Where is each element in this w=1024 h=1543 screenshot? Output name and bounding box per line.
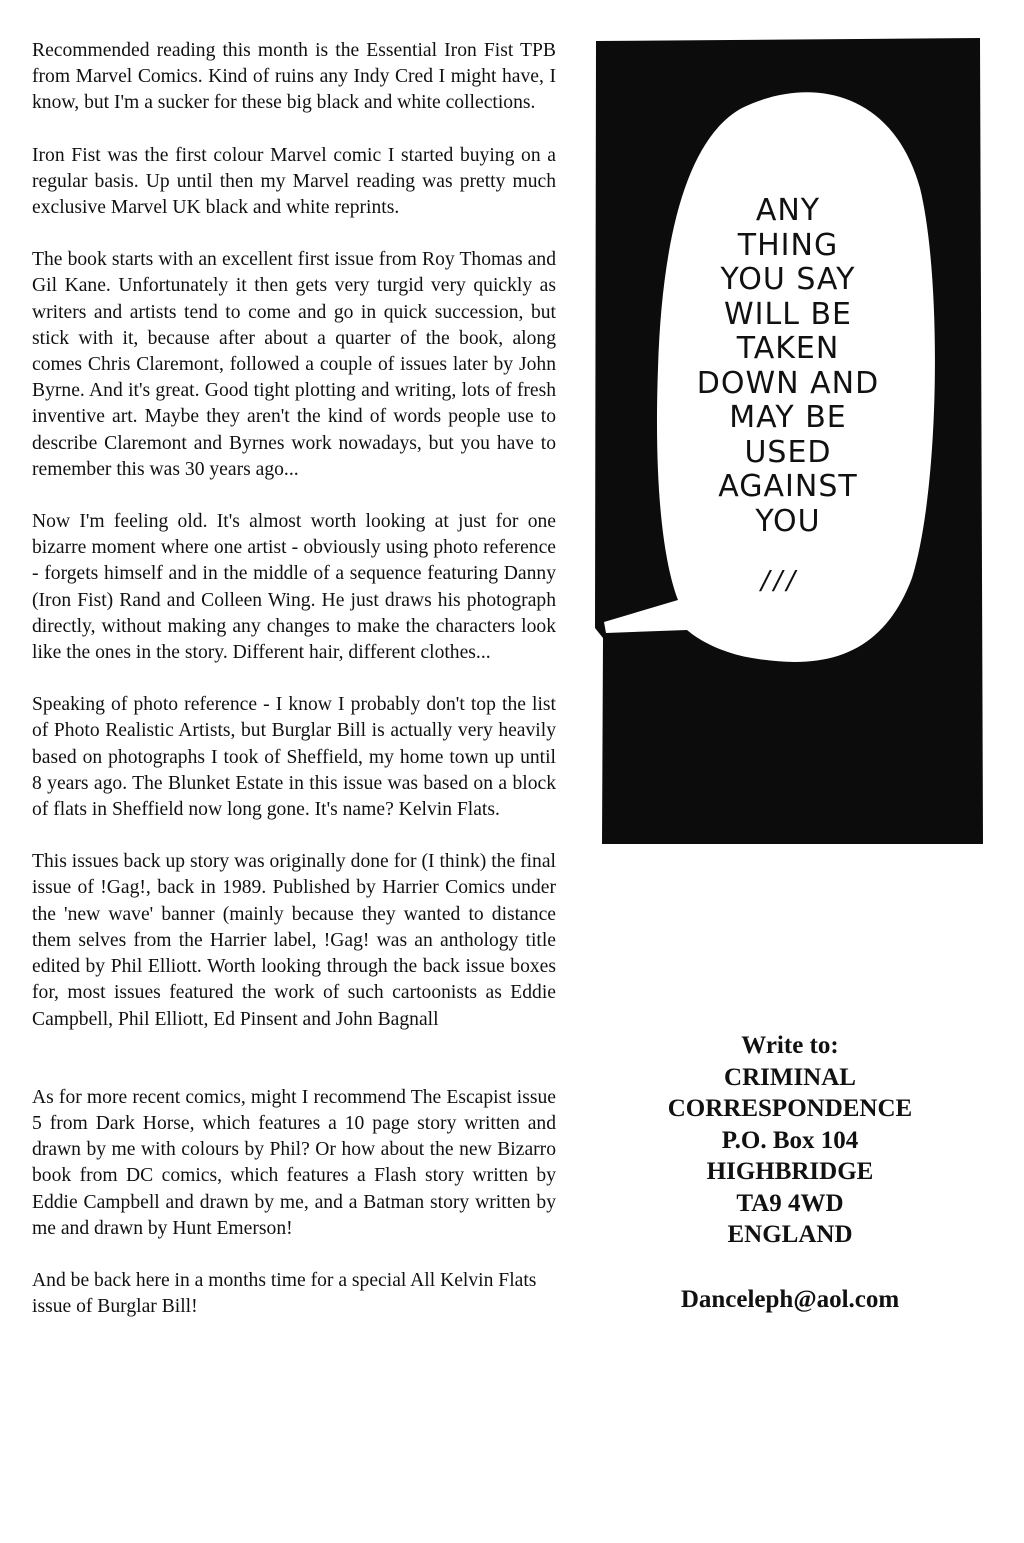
address-line: CORRESPONDENCE — [667, 1095, 913, 1122]
speech-bubble-text — [688, 194, 888, 539]
bubble-line: TAKEN — [736, 331, 840, 366]
bubble-line: THING — [737, 227, 839, 263]
paragraph-be-back: And be back here in a months time for a special All Kelvin Flats issue of Burglar Bill! — [32, 1269, 537, 1318]
bubble-line: WILL BE — [723, 296, 852, 332]
paragraph-iron-fist-first: Iron Fist was the first colour Marvel comic I started buying on a regular basis. Up until then my Marvel reading was pretty much exclusive Marvel UK black and white reprints. — [32, 144, 556, 219]
address-line: ENGLAND — [727, 1221, 853, 1248]
bubble-line: AGAINST — [718, 469, 858, 504]
contact-email: Danceleph@aol.com — [680, 1286, 900, 1313]
address-line: HIGHBRIDGE — [706, 1158, 874, 1185]
address-line: TA9 4WD — [736, 1189, 844, 1217]
address-heading: Write to: — [741, 1032, 839, 1059]
bubble-trailing-marks: /// — [760, 566, 800, 596]
mailing-address — [620, 1030, 960, 1251]
address-line: P.O. Box 104 — [721, 1126, 859, 1154]
address-line: CRIMINAL — [724, 1063, 856, 1091]
bubble-line: USED — [744, 434, 832, 470]
bubble-line: ANY — [755, 193, 821, 228]
paragraph-feeling-old: Now I'm feeling old. It's almost worth looking at just for one bizarre moment where one artist - obviously using photo reference - forgets himself and in the middle of a sequence featuring Danny (Iron Fist) Rand and Colleen Wing. He just draws his photograph directly, without making any changes to make the characters look like the ones in the story. Different hair, different clothes... — [32, 511, 556, 664]
bubble-line: MAY BE — [729, 400, 847, 435]
paragraph-recommended-reading: Recommended reading this month is the Essential Iron Fist TPB from Marvel Comics. Kind of ruins any Indy Cred I might have, I know, but I'm a sucker for these big black and white collections. — [32, 40, 556, 114]
bubble-line: DOWN AND — [696, 365, 880, 401]
paragraph-recent-comics: As for more recent comics, might I recommend The Escapist issue 5 from Dark Horse, which features a 10 page story written and drawn by me with colours by Phil? Or how about the new Bizarro book from DC comics, which features a Flash story written by Eddie Campbell and drawn by me, and a Batman story written by me and drawn by Hunt Emerson! — [32, 1086, 556, 1239]
bubble-line: YOU — [755, 503, 821, 539]
paragraph-back-up-story: This issues back up story was originally done for (I think) the final issue of !Gag!, back in 1989. Published by Harrier Comics under the 'new wave' banner (mainly because they wanted to distance them selves from the Harrier label, !Gag! was an anthology title edited by Phil Elliott. Worth looking through the back issue boxes for, most issues featured the work of such cartoonists as Eddie Campbell, Phil Elliott, Ed Pinsent and John Bagnall — [32, 851, 556, 1030]
bubble-line: YOU SAY — [720, 262, 856, 297]
paragraph-photo-reference: Speaking of photo reference - I know I probably don't top the list of Photo Realistic Artists, but Burglar Bill is actually very heavily based on photographs I took of Sheffield, my home town up until 8 years ago. The Blunket Estate in this issue was based on a block of flats in Sheffield now long gone. It's name? Kelvin Flats. — [32, 694, 556, 821]
article-column — [32, 38, 556, 1346]
paragraph-book-starts: The book starts with an excellent first issue from Roy Thomas and Gil Kane. Unfortunately it then gets very turgid very quickly as writers and artists tend to come and go in quick succession, but stick with it, because after about a quarter of the book, along comes Chris Claremont, followed a couple of issues later by John Byrne. And it's great. Good tight plotting and writing, lots of fresh inventive art. Maybe they aren't the kind of words people use to describe Claremont and Byrnes work nowadays, but you have to remember this was 30 years ago... — [32, 249, 556, 480]
